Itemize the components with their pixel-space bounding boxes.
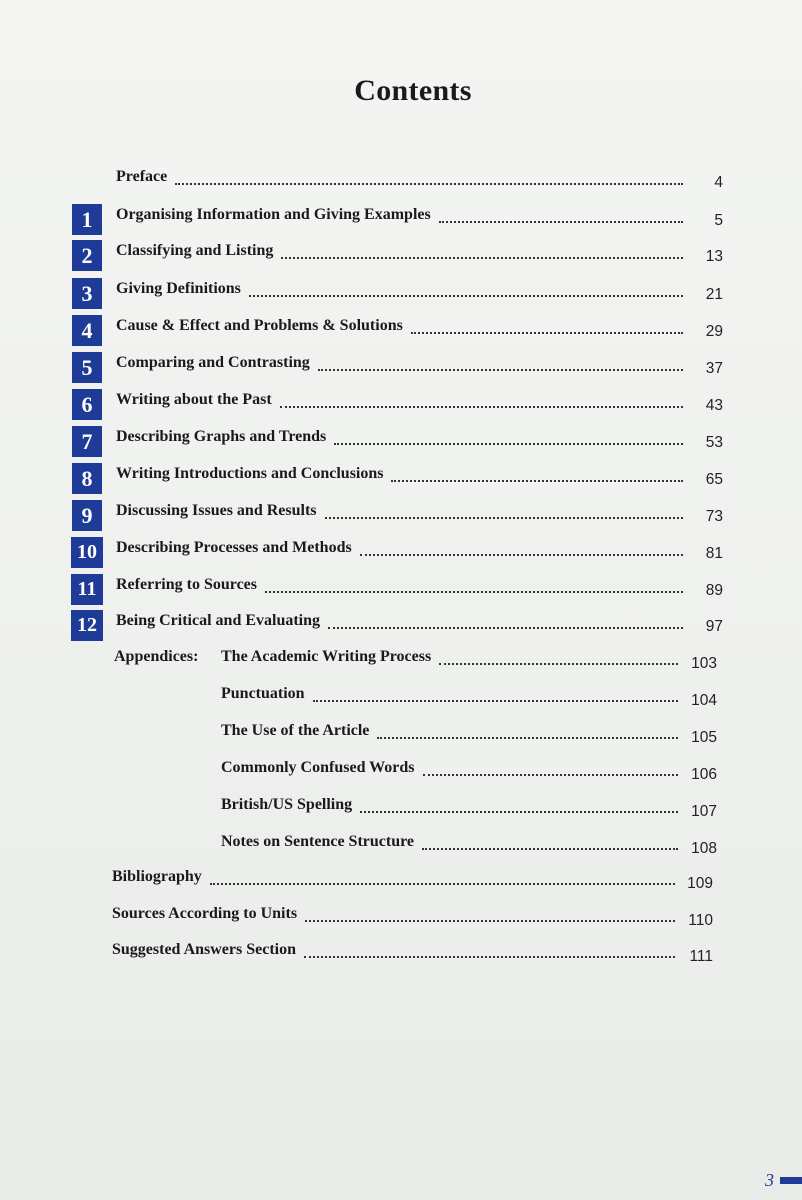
appendix-entry bbox=[0, 796, 802, 830]
toc-entry bbox=[0, 576, 802, 610]
unit-number-badge: 10 bbox=[71, 537, 103, 568]
entry-label: Suggested Answers Section bbox=[112, 941, 297, 958]
entry-label: Writing about the Past bbox=[116, 391, 272, 408]
back-matter-entry bbox=[0, 868, 802, 902]
appendices-label: Appendices: bbox=[114, 648, 199, 665]
entry-page-number: 106 bbox=[691, 766, 717, 783]
entry-page-number: 29 bbox=[705, 323, 723, 340]
toc-entry bbox=[0, 465, 802, 499]
entry-label: Notes on Sentence Structure bbox=[221, 833, 415, 850]
dot-leader bbox=[391, 478, 683, 482]
entry-label: Describing Graphs and Trends bbox=[116, 428, 327, 445]
entry-page-number: 103 bbox=[691, 655, 717, 672]
entry-page-number: 104 bbox=[691, 692, 717, 709]
entry-page-number: 111 bbox=[689, 948, 713, 965]
dot-leader bbox=[411, 330, 683, 334]
entry-label: Sources According to Units bbox=[112, 905, 298, 922]
entry-label: The Use of the Article bbox=[221, 722, 370, 739]
entry-label: Referring to Sources bbox=[116, 576, 257, 593]
unit-number-badge: 11 bbox=[71, 574, 103, 605]
entry-label: The Academic Writing Process bbox=[221, 648, 432, 665]
entry-page-number: 37 bbox=[705, 360, 723, 377]
dot-leader bbox=[281, 255, 683, 259]
dot-leader bbox=[313, 698, 678, 702]
unit-number-badge: 2 bbox=[72, 240, 102, 271]
entry-label: British/US Spelling bbox=[221, 796, 353, 813]
unit-number-badge: 6 bbox=[72, 389, 102, 420]
unit-number-badge: 3 bbox=[72, 278, 102, 309]
entry-label: Organising Information and Giving Examples bbox=[116, 206, 431, 223]
entry-label: Describing Processes and Methods bbox=[116, 539, 352, 556]
entry-page-number: 13 bbox=[705, 248, 723, 265]
dot-leader bbox=[334, 441, 683, 445]
toc-entry bbox=[0, 502, 802, 536]
page-number: 3 bbox=[765, 1170, 774, 1190]
back-matter-entry bbox=[0, 905, 802, 939]
entry-label: Commonly Confused Words bbox=[221, 759, 415, 776]
dot-leader bbox=[377, 735, 678, 739]
dot-leader bbox=[423, 772, 678, 776]
entry-page-number: 4 bbox=[714, 174, 723, 191]
toc-entry bbox=[0, 539, 802, 573]
appendix-entry bbox=[0, 759, 802, 793]
entry-label: Comparing and Contrasting bbox=[116, 354, 310, 371]
toc-entry bbox=[0, 354, 802, 388]
dot-leader bbox=[439, 219, 683, 223]
entry-page-number: 108 bbox=[691, 840, 717, 857]
entry-page-number: 81 bbox=[705, 545, 723, 562]
appendix-entry bbox=[0, 685, 802, 719]
entry-page-number: 107 bbox=[691, 803, 717, 820]
unit-number-badge: 9 bbox=[72, 500, 102, 531]
unit-number-badge: 5 bbox=[72, 352, 102, 383]
toc-entry bbox=[0, 317, 802, 351]
appendix-entry bbox=[0, 648, 802, 682]
appendix-entry bbox=[0, 722, 802, 756]
dot-leader bbox=[328, 625, 683, 629]
entry-page-number: 43 bbox=[705, 397, 723, 414]
unit-number-badge: 1 bbox=[72, 204, 102, 235]
entry-label: Classifying and Listing bbox=[116, 242, 274, 259]
dot-leader bbox=[318, 367, 683, 371]
entry-label: Preface bbox=[116, 168, 168, 185]
toc-entry bbox=[0, 242, 802, 276]
unit-number-badge: 12 bbox=[71, 610, 103, 641]
entry-page-number: 5 bbox=[714, 212, 723, 229]
unit-number-badge: 8 bbox=[72, 463, 102, 494]
entry-label: Discussing Issues and Results bbox=[116, 502, 317, 519]
dot-leader bbox=[265, 589, 683, 593]
dot-leader bbox=[305, 918, 675, 922]
back-matter-entry bbox=[0, 941, 802, 975]
dot-leader bbox=[210, 881, 675, 885]
entry-label: Cause & Effect and Problems & Solutions bbox=[116, 317, 403, 334]
entry-page-number: 105 bbox=[691, 729, 717, 746]
entry-page-number: 53 bbox=[705, 434, 723, 451]
toc-entry bbox=[0, 612, 802, 646]
entry-label: Giving Definitions bbox=[116, 280, 241, 297]
entry-page-number: 21 bbox=[705, 286, 723, 303]
page-title: Contents bbox=[354, 74, 472, 107]
entry-label: Punctuation bbox=[221, 685, 305, 702]
entry-page-number: 89 bbox=[705, 582, 723, 599]
toc-entry bbox=[0, 391, 802, 425]
unit-number-badge: 7 bbox=[72, 426, 102, 457]
entry-label: Bibliography bbox=[112, 868, 202, 885]
entry-page-number: 73 bbox=[705, 508, 723, 525]
entry-page-number: 109 bbox=[687, 875, 713, 892]
toc-entry bbox=[0, 428, 802, 462]
entry-page-number: 97 bbox=[705, 618, 723, 635]
folio-bar bbox=[780, 1177, 802, 1184]
dot-leader bbox=[280, 404, 683, 408]
dot-leader bbox=[439, 661, 678, 665]
entry-page-number: 110 bbox=[688, 912, 713, 929]
dot-leader bbox=[422, 846, 678, 850]
dot-leader bbox=[304, 954, 675, 958]
entry-label: Writing Introductions and Conclusions bbox=[116, 465, 384, 482]
dot-leader bbox=[175, 181, 683, 185]
entry-label: Being Critical and Evaluating bbox=[116, 612, 321, 629]
dot-leader bbox=[360, 552, 683, 556]
dot-leader bbox=[360, 809, 678, 813]
dot-leader bbox=[249, 293, 683, 297]
toc-entry bbox=[0, 168, 802, 202]
appendix-entry bbox=[0, 833, 802, 867]
dot-leader bbox=[325, 515, 683, 519]
toc-entry bbox=[0, 280, 802, 314]
entry-page-number: 65 bbox=[705, 471, 723, 488]
toc-entry bbox=[0, 206, 802, 240]
unit-number-badge: 4 bbox=[72, 315, 102, 346]
